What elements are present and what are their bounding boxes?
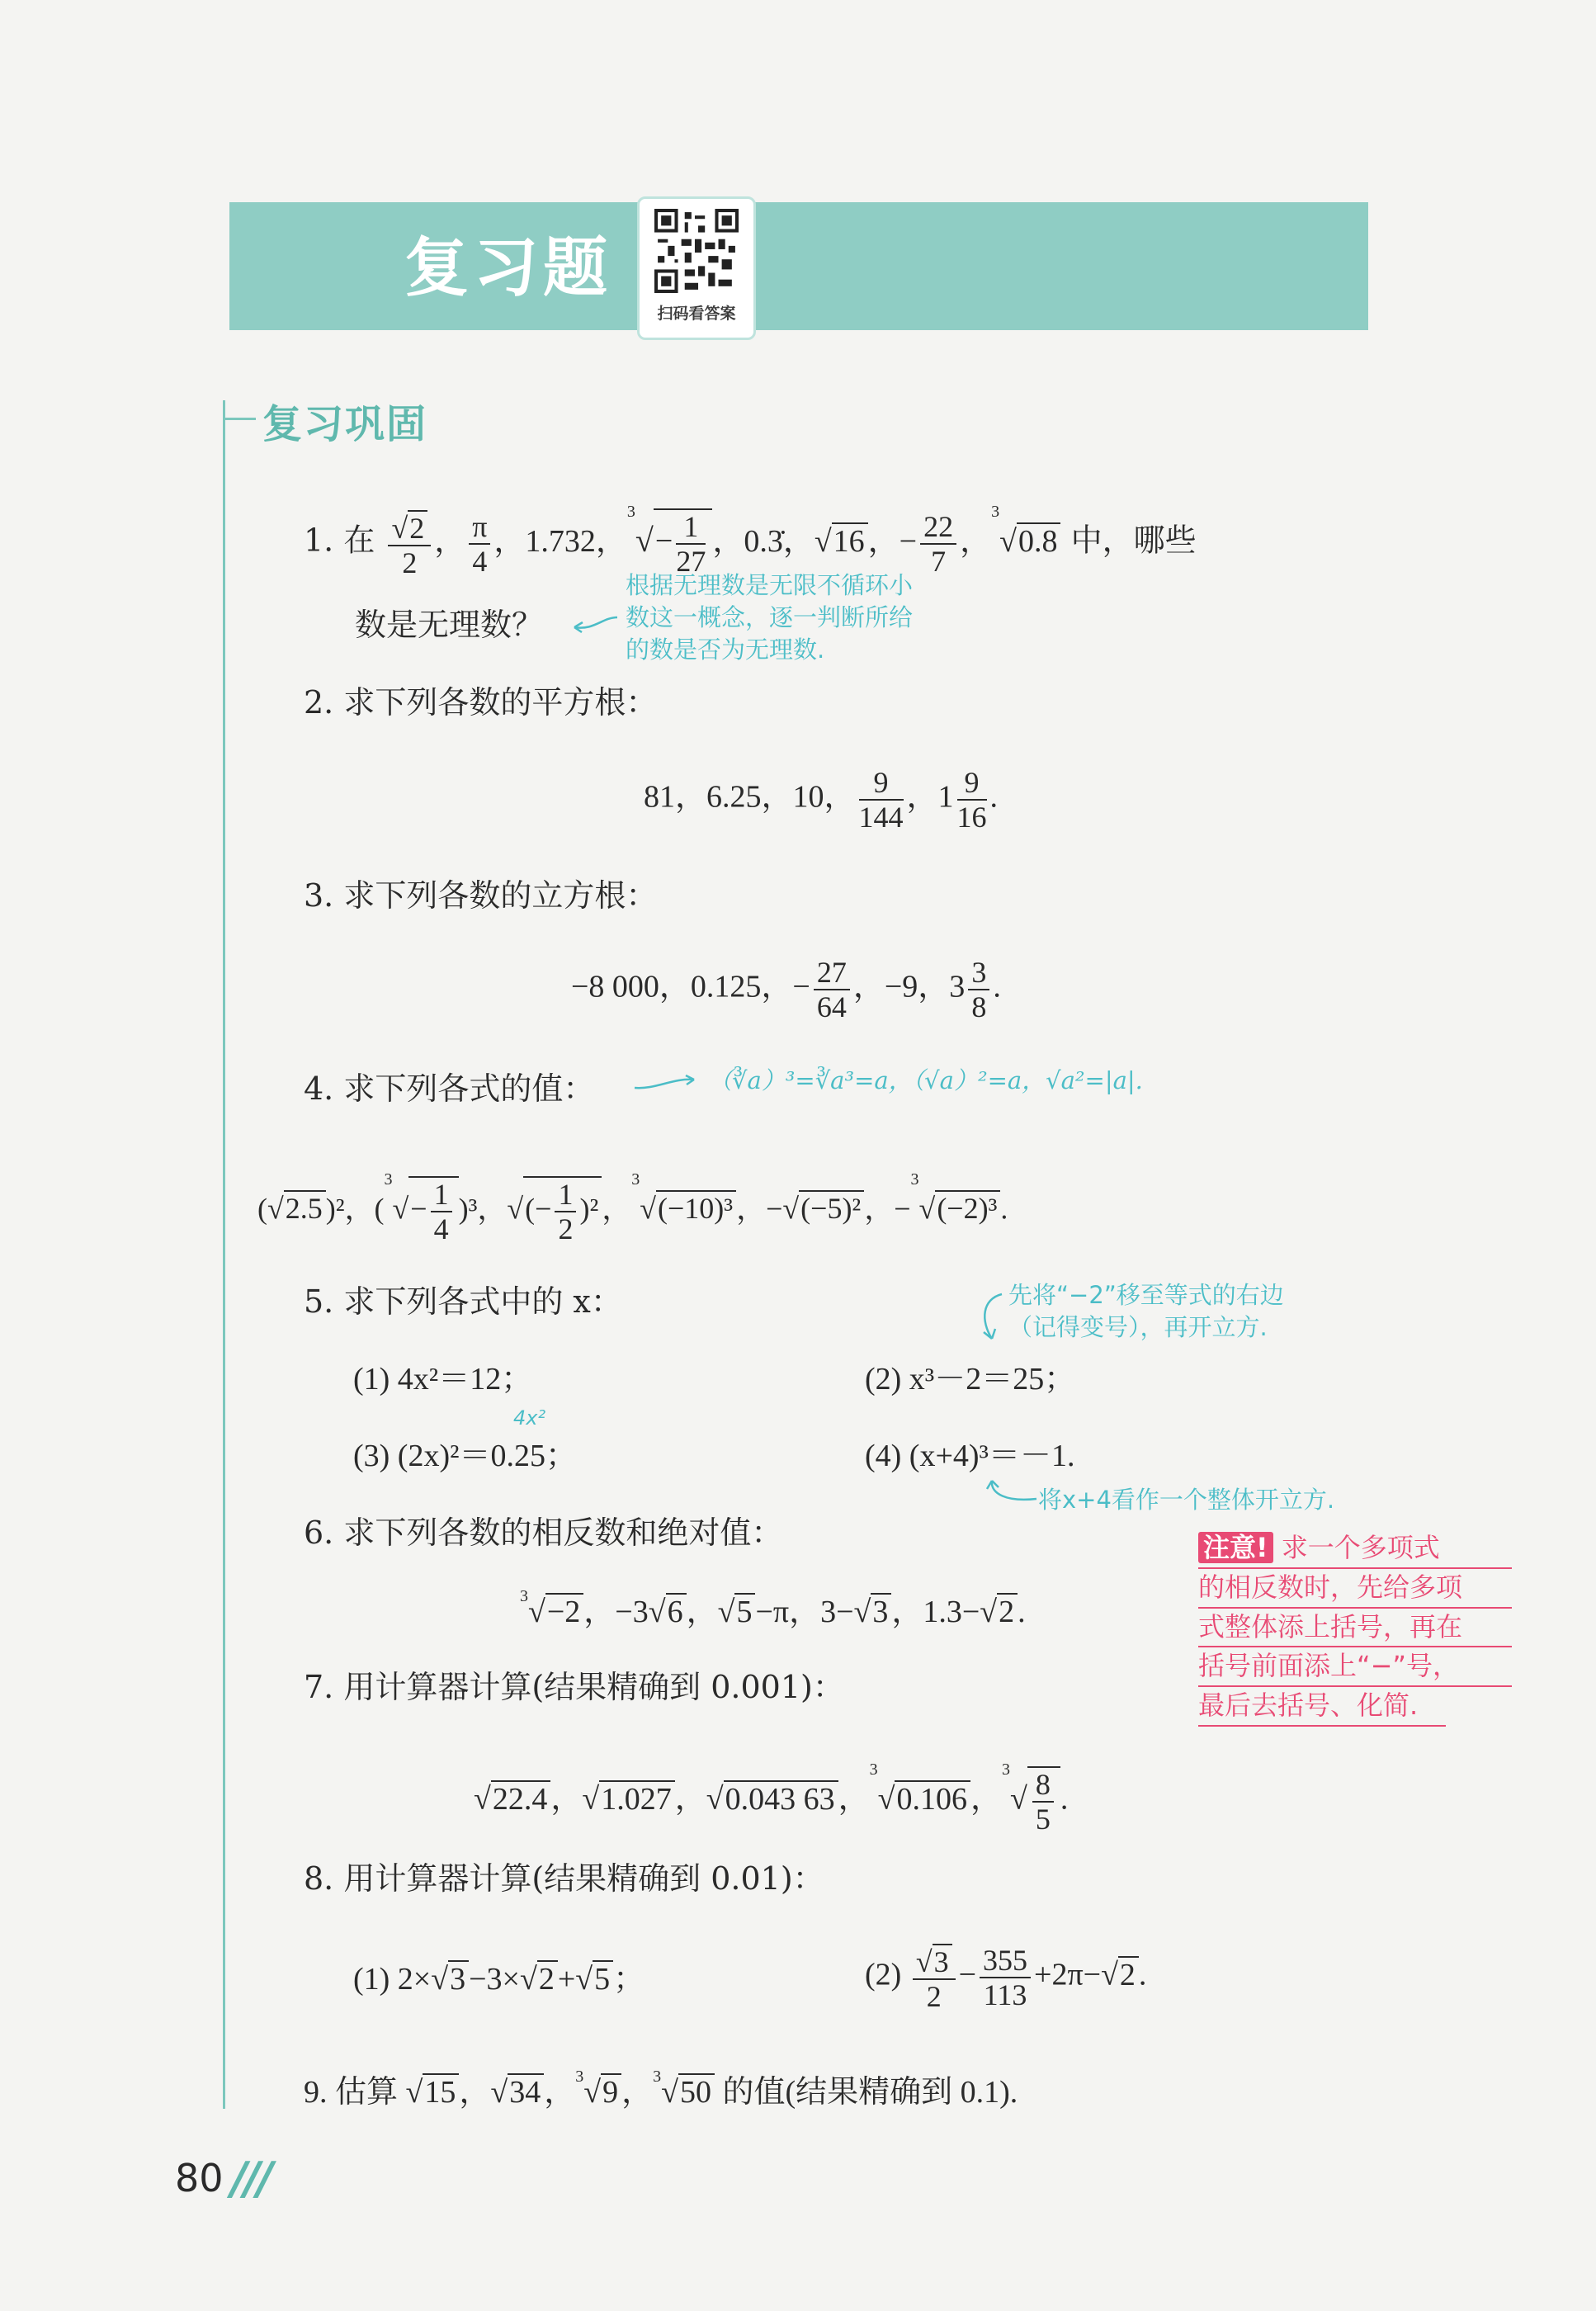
q4-note-arrow: [631, 1073, 697, 1093]
q1-formula: $\frac{√2}{2}$ ， $\frac{\pi}{4}$ ，1.732，$^3$√− $\frac{1}{27}$ ，0.3̇，√16 ，− $\frac{22}{7}$ ，$^3$√0.8: [385, 524, 1060, 559]
page-number-decoration: ///: [231, 2153, 271, 2205]
q8-label: 8. 用计算器计算(结果精确到 0.01)：: [304, 1860, 824, 1897]
q3-values: −8 000，0.125，− $\frac{27}{64}$ ，−9，3 $\frac{3}{8}$ .: [571, 956, 1001, 1023]
q7-label: 7. 用计算器计算(结果精确到 0.001)：: [304, 1669, 844, 1705]
section-rule-tick: [223, 418, 256, 420]
page-title: 复习题: [404, 231, 613, 305]
q1-note: 根据无理数是无限不循环小 数这一概念，逐一判断所给 的数是否为无理数.: [626, 571, 914, 664]
page-number: 80: [175, 2156, 224, 2200]
qr-code-icon: [654, 209, 739, 293]
qr-caption: 扫码看答案: [657, 305, 736, 323]
q5-item-1: (1) 4x²＝12；: [353, 1362, 533, 1397]
header-banner: [229, 202, 1368, 330]
q7-values: √22.4 ，√1.027 ，√0.043 63 ，$^3$√0.106 ，$^3$√ $\frac{8}{5}$ .: [474, 1760, 1069, 1836]
q2-values: 81，6.25，10， $\frac{9}{144}$ ，1 $\frac{9}{16}$ .: [644, 766, 999, 834]
q5-item-2: (2) x³－2＝25；: [865, 1362, 1076, 1397]
q1-rest: 中，哪些: [1070, 522, 1197, 559]
q6-label: 6. 求下列各数的相反数和绝对值：: [304, 1515, 783, 1551]
q3-label: 3. 求下列各数的立方根：: [304, 877, 658, 914]
q5-note-c: 4x²: [513, 1406, 546, 1430]
q6-caution-note: 注意! 求一个多项式 的相反数时，先给多项 式整体添上括号，再在 括号前面添上“−”号， 最后去括号、化简.: [1198, 1529, 1512, 1727]
q5-note-b: 将x+4看作一个整体开立方.: [1038, 1486, 1335, 1514]
q8-item-2: (2) $\frac{√3}{2}$ − $\frac{355}{113}$ +2π−√2 .: [865, 1944, 1147, 2013]
q5-note-b-arrow: [982, 1477, 1040, 1510]
q1-note-arrow: [569, 611, 619, 636]
caution-tag: 注意!: [1198, 1532, 1273, 1563]
q8-item-1: (1) 2×√3 −3×√2 +√5 ；: [353, 1962, 645, 1997]
q5-item-4: (4) (x+4)³＝－1.: [865, 1439, 1075, 1473]
q6-values: $^3$√−2 ，−3√6 ，√5 −π，3−√3 ，1.3−√2 .: [520, 1587, 1026, 1629]
q4-values: (√2.5 )²，($^3$√− $\frac{1}{4}$ )³，√(− $\frac{1}{2}$ )² ，$^3$√(−10)³ ，−√(−5)² ，−$^3$√(−2)³ .: [257, 1170, 1008, 1245]
q1-label: 1. 在: [304, 522, 375, 559]
q1-text: [304, 503, 1197, 579]
q5-item-3: (3) (2x)²＝0.25；: [353, 1439, 578, 1473]
q5-note-a-arrow: [974, 1288, 1007, 1345]
q1-line2: 数是无理数？: [355, 607, 544, 643]
qr-code-box[interactable]: [637, 196, 756, 340]
q9-text: 9. 估算 √15 ，√34 ，$^3$√9 ，$^3$√50 的值(结果精确到 0.1).: [304, 2068, 1018, 2110]
q4-note: （∛a）³=∛a³=a，（√a）²=a，√a²=|a|.: [708, 1066, 1143, 1094]
q5-note-a: 先将“−2”移至等式的右边 （记得变号），再开立方.: [1008, 1281, 1284, 1342]
q5-label: 5. 求下列各式中的 x：: [304, 1283, 622, 1320]
section-title: 复习巩固: [262, 401, 428, 447]
q4-label: 4. 求下列各式的值：: [304, 1070, 595, 1107]
q2-label: 2. 求下列各数的平方根：: [304, 684, 658, 721]
section-rule: [223, 400, 225, 2109]
